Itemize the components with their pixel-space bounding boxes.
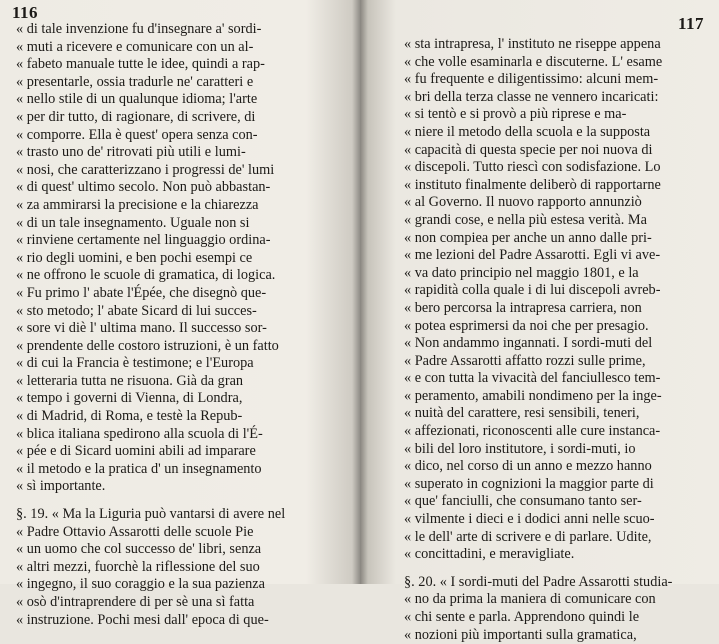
text-line: « bili del loro institutore, i sordi-muti, io — [404, 440, 636, 457]
text-line: « capacità di questa specie per noi nuova di — [404, 141, 653, 158]
text-line: « chi sente e parla. Apprendono quindi le — [404, 609, 640, 625]
text-line: « sore vi diè l' ultima mano. Il successo sor- — [16, 320, 267, 337]
text-line: « bri della terza classe ne vennero incaricati: — [404, 88, 659, 105]
text-line: « niere il metodo della scuola e la supposta — [404, 123, 651, 140]
text-line: « di cui la Francia è testimone; e l'Europa — [16, 355, 254, 372]
text-line: « tempo i governi di Vienna, di Londra, — [16, 390, 243, 407]
text-line: « me lezioni del Padre Assarotti. Egli vi ave- — [404, 247, 661, 264]
text-line: « nello stile di un qualunque idioma; l'arte — [16, 91, 258, 108]
text-line: « il metodo e la pratica d' un insegnamento — [16, 460, 262, 477]
text-line: « concittadini, e meravigliate. — [404, 546, 575, 563]
text-line: « muti a ricevere e comunicare con un al- — [16, 38, 254, 55]
book-gutter — [352, 0, 368, 584]
text-line: « di un tale insegnamento. Uguale non si — [16, 214, 250, 231]
text-line: « instruzione. Pochi mesi dall' epoca di que- — [16, 611, 269, 628]
text-line: « za ammirarsi la precisione e la chiarezza — [16, 196, 259, 213]
text-line: « fabeto manuale tutte le idee, quindi a rap- — [16, 56, 265, 73]
text-line: « nosi, che caratterizzano i progressi de' lumi — [16, 161, 275, 178]
text-line: « discepoli. Tutto riescì con sodisfazione. Lo — [404, 159, 661, 176]
text-line: « trasto uno de' ritrovati più utili e lumi- — [16, 144, 246, 161]
text-line: « letteraria tutta ne risuona. Già da gran — [16, 372, 244, 389]
page-number: 117 — [678, 14, 705, 33]
text-line: « superato in cognizioni la maggior parte di — [404, 475, 654, 492]
text-line: « per dir tutto, di ragionare, di scrivere, di — [16, 108, 256, 125]
text-line: « sta intrapresa, l' instituto ne riseppe appena — [404, 36, 661, 52]
text-line: « fu frequente e diligentissimo: alcuni mem- — [404, 71, 659, 88]
text-line: « un uomo che col successo de' libri, senza — [16, 541, 262, 558]
text-line: « pée e di Sicard uomini abili ad imparare — [16, 443, 256, 460]
text-line: « nozioni più importanti sulla gramatica, — [404, 626, 637, 643]
text-line: « Padre Ottavio Assarotti delle scuole Pie — [16, 523, 254, 540]
text-line: « va dato principio nel maggio 1801, e la — [404, 264, 639, 281]
text-line: « di Madrid, di Roma, e testè la Repub- — [16, 408, 243, 425]
text-line: « no da prima la maniera di comunicare con — [404, 591, 656, 608]
text-line: « instituto finalmente deliberò di rapportarne — [404, 176, 661, 193]
text-block — [404, 36, 672, 644]
text-line: « Non andammo ingannati. I sordi-muti del — [404, 335, 653, 352]
text-line: « potea esprimersi da noi che per presagio. — [404, 317, 649, 334]
text-line: « Padre Assarotti affatto rozzi sulle prime, — [404, 352, 646, 369]
text-line: « non compiea per anche un anno dalle pri- — [404, 229, 652, 246]
text-line: « que' fanciulli, che consumano tanto ser- — [404, 493, 642, 510]
text-line: « di quest' ultimo secolo. Non può abbastan- — [16, 179, 271, 196]
text-line: « ingegno, il suo coraggio e la sua pazienza — [16, 576, 265, 593]
text-line: « nuità del carattere, resi sensibili, teneri, — [404, 405, 640, 422]
text-line: « sì importante. — [16, 478, 106, 495]
text-line: « rio degli uomini, e ben pochi esempi ce — [16, 249, 253, 266]
text-line: « osò d'intraprendere di per sè una sì fatta — [16, 594, 255, 610]
text-line: §. 20. « I sordi-muti del Padre Assarotti studia- — [404, 573, 673, 590]
text-line: « bero percorsa la intrapresa carriera, non — [404, 299, 642, 316]
paragraph-gap — [16, 496, 285, 506]
paragraph-gap — [404, 564, 672, 574]
text-line: §. 19. « Ma la Liguria può vantarsi di avere nel — [16, 506, 286, 523]
text-line: « Fu primo l' abate l'Épée, che disegnò que- — [16, 284, 267, 301]
left-page — [0, 0, 360, 628]
text-line: « le dell' arte di scrivere e di parlare. Udite, — [404, 528, 652, 545]
text-line: « al Governo. Il nuovo rapporto annunziò — [404, 194, 642, 211]
text-line: « rinviene certamente nel linguaggio ordina- — [16, 232, 271, 249]
text-block — [16, 21, 285, 629]
text-line: « prendente delle costoro istruzioni, è un fatto — [16, 337, 279, 354]
text-line: « che volle esaminarla e discuterne. L' esame — [404, 53, 663, 70]
page-number: 116 — [12, 3, 39, 22]
text-line: « grandi cose, e nella più estesa verità. Ma — [404, 211, 647, 228]
text-line: « dico, nel corso di un anno e mezzo hanno — [404, 458, 652, 475]
text-line: « ne offrono le scuole di gramatica, di logica. — [16, 267, 276, 284]
text-line: « altri mezzi, fuorchè la riflessione del suo — [16, 558, 260, 575]
text-line: « blica italiana spedirono alla scuola di l'É- — [16, 425, 263, 442]
right-page — [360, 0, 719, 643]
text-line: « si tentò e si provò a più riprese e ma- — [404, 106, 627, 123]
text-line: « di tale invenzione fu d'insegnare a' sordi- — [16, 21, 262, 37]
text-line: « vilmente i dieci e i dodici anni nelle scuo- — [404, 511, 655, 528]
text-line: « rapidità colla quale i di lui discepoli avreb- — [404, 282, 661, 299]
text-line: « peramento, amabili nondimeno per la inge- — [404, 387, 662, 404]
text-line: « comporre. Ella è quest' opera senza con- — [16, 126, 258, 143]
text-line: « affezionati, riconoscenti alle cure instanca- — [404, 423, 661, 440]
text-line: « e con tutta la vivacità del fanciullesco tem- — [404, 370, 661, 387]
text-line: « sto metodo; l' abate Sicard di lui succes- — [16, 302, 257, 319]
text-line: « presentarle, ossia tradurle ne' caratteri e — [16, 73, 254, 90]
